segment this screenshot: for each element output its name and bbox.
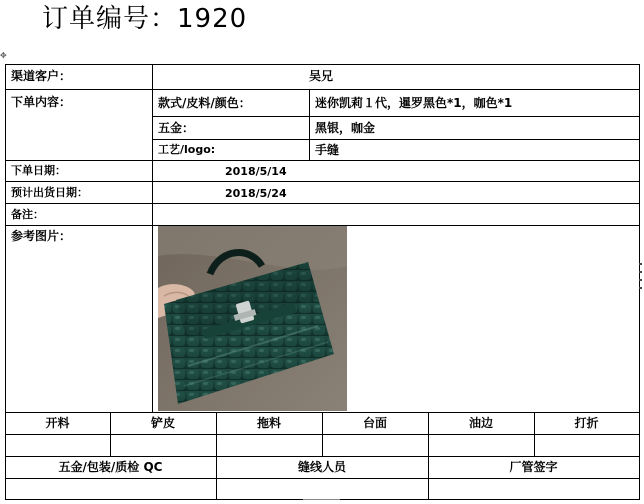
signoff-header-stitcher: 缝线人员 <box>297 460 346 474</box>
ship-date-label: 预计出货日期： <box>11 186 88 199</box>
process-header-table: 台面 <box>362 416 387 430</box>
craft-label: 工艺/logo: <box>158 143 216 156</box>
signoff-cell-stitcher[interactable] <box>217 479 428 499</box>
resize-handle-icon[interactable] <box>639 263 643 303</box>
signoff-cell-qc[interactable] <box>6 479 216 499</box>
notes-label: 备注： <box>11 208 44 221</box>
process-cell-folding[interactable] <box>535 435 639 456</box>
order-date-value[interactable]: 2018/5/14 <box>225 165 287 178</box>
order-number: 1920 <box>177 4 248 34</box>
process-header-folding: 打折 <box>574 416 599 430</box>
style-value[interactable]: 迷你凯莉１代，暹罗黑色*1，咖色*1 <box>315 96 513 110</box>
table-move-handle-icon[interactable]: ✥ <box>0 51 7 60</box>
signoff-header-qc: 五金/包装/质检 QC <box>58 460 163 474</box>
process-cell-table[interactable] <box>323 435 428 456</box>
handbag-photo-icon <box>158 226 347 411</box>
page-break-marker <box>303 499 340 504</box>
order-number-label: 订单编号： <box>42 4 178 34</box>
process-header-cutting: 开料 <box>45 416 70 430</box>
hardware-label: 五金： <box>158 121 195 135</box>
hardware-value[interactable]: 黑银，咖金 <box>315 121 376 135</box>
notes-value[interactable] <box>158 208 628 222</box>
ship-date-value[interactable]: 2018/5/24 <box>225 187 287 200</box>
order-date-label: 下单日期： <box>11 164 66 177</box>
process-cell-skiving[interactable] <box>111 435 216 456</box>
signoff-header-manager: 厂管签字 <box>509 460 558 474</box>
photo-label: 参考图片： <box>11 229 72 243</box>
process-header-edge-paint: 油边 <box>468 416 493 430</box>
order-content-label: 下单内容： <box>11 95 72 109</box>
customer-value[interactable]: 吴兄 <box>308 69 333 83</box>
process-header-skiving: 铲皮 <box>150 416 175 430</box>
process-cell-cutting[interactable] <box>6 435 110 456</box>
process-cell-edge-paint[interactable] <box>429 435 534 456</box>
customer-label: 渠道客户： <box>11 69 72 83</box>
style-label: 款式/皮料/颜色： <box>158 96 251 110</box>
page-title <box>42 4 247 34</box>
reference-photo[interactable] <box>158 226 347 411</box>
process-header-dragging: 拖料 <box>256 416 281 430</box>
signoff-cell-manager[interactable] <box>429 479 639 499</box>
craft-value[interactable]: 手缝 <box>315 143 340 157</box>
process-cell-dragging[interactable] <box>217 435 322 456</box>
